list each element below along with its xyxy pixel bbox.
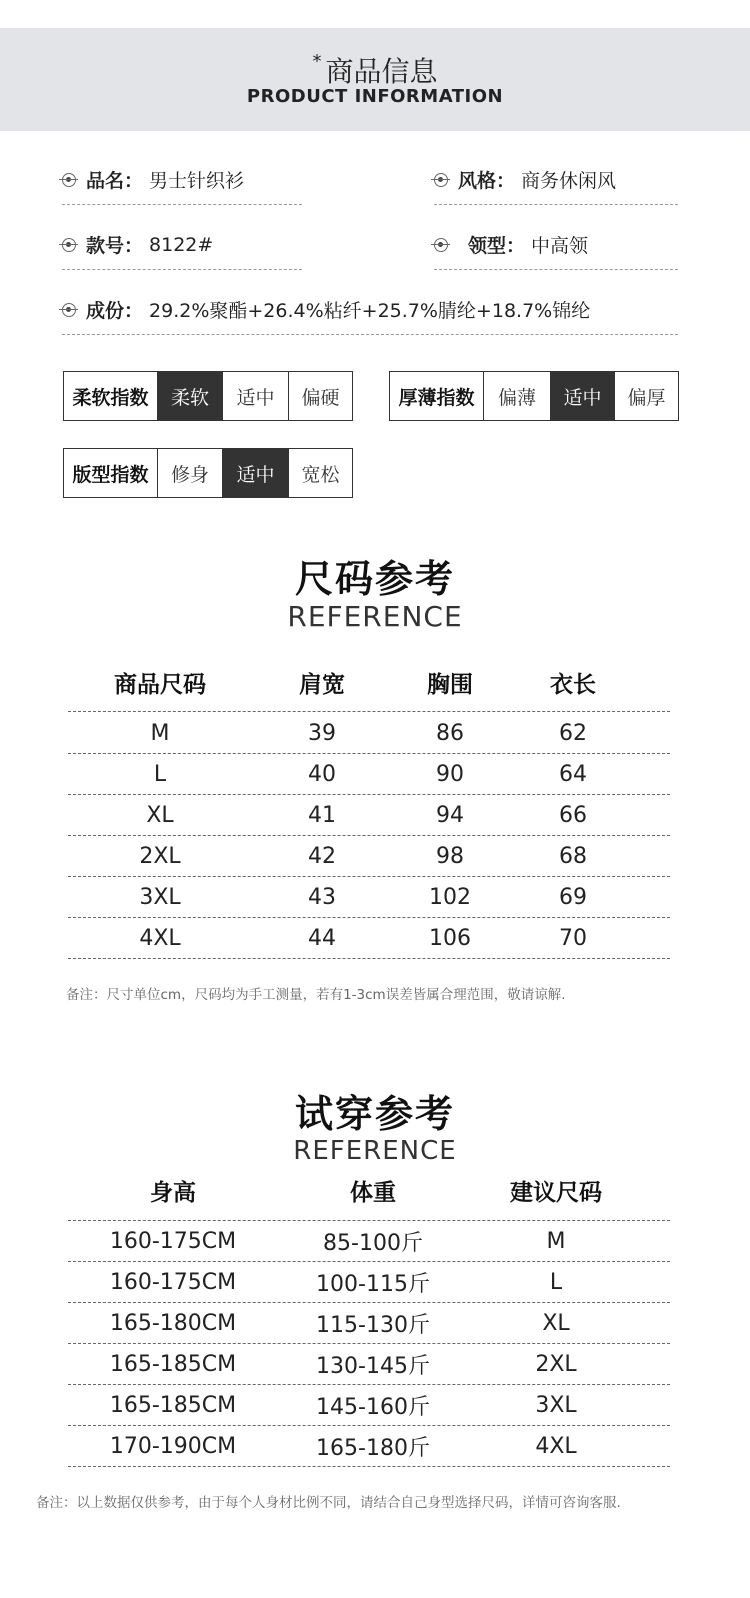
- table-row: [68, 754, 670, 794]
- length-cell: 66: [559, 802, 587, 828]
- size-table-header: [68, 662, 670, 702]
- length-cell: 69: [559, 884, 587, 910]
- suggested-size-cell: 3XL: [535, 1392, 577, 1418]
- height-cell: 165-185CM: [109, 1392, 237, 1418]
- length-cell: 62: [559, 720, 587, 746]
- divider: [62, 204, 302, 205]
- fit-note: 备注：以上数据仅供参考，由于每个人身材比例不同，请结合自己身型选择尺码，详情可咨询客服.: [36, 1495, 621, 1511]
- length-cell: 68: [559, 843, 587, 869]
- fit-option-loose: 宽松: [288, 449, 352, 497]
- fit-ref-subtitle: REFERENCE: [293, 1136, 457, 1166]
- size-cell: 4XL: [139, 925, 181, 951]
- softness-option-soft: 柔软: [157, 372, 222, 420]
- height-cell: 165-180CM: [109, 1310, 237, 1336]
- table-row: [68, 1344, 670, 1384]
- height-cell: 170-190CM: [109, 1433, 237, 1459]
- weight-cell: 165-180斤: [316, 1435, 430, 1461]
- info-style-label: 风格：: [458, 170, 516, 192]
- info-collar-value: 中高领: [531, 235, 589, 257]
- chest-cell: 106: [429, 925, 471, 951]
- table-row: [68, 836, 670, 876]
- weight-cell: 130-145斤: [316, 1353, 430, 1379]
- height-cell: 160-175CM: [109, 1269, 237, 1295]
- weight-cell: 100-115斤: [316, 1271, 430, 1297]
- weight-cell: 85-100斤: [323, 1230, 423, 1256]
- table-row: [68, 918, 670, 958]
- shoulder-cell: 40: [308, 761, 336, 787]
- softness-option-medium: 适中: [222, 372, 288, 420]
- suggested-size-cell: XL: [542, 1310, 570, 1336]
- fit-ref-title: 试穿参考: [294, 1092, 455, 1136]
- table-row: [68, 1221, 670, 1261]
- info-material: [62, 296, 590, 323]
- header-title-cn-text: 商品信息: [325, 55, 438, 88]
- header-title-cn: [0, 50, 750, 90]
- divider: [434, 269, 678, 270]
- softness-option-hard: 偏硬: [288, 372, 352, 420]
- divider: [62, 269, 302, 270]
- chest-cell: 98: [436, 843, 464, 869]
- info-style-value: 商务休闲风: [521, 170, 617, 192]
- fit-header-height: 身高: [150, 1179, 196, 1206]
- divider: [68, 958, 670, 959]
- table-row: [68, 1262, 670, 1302]
- shoulder-cell: 41: [308, 802, 336, 828]
- fit-header-size: 建议尺码: [510, 1179, 602, 1206]
- info-model-label: 款号：: [86, 235, 144, 257]
- shoulder-cell: 44: [308, 925, 336, 951]
- size-note: 备注：尺寸单位cm，尺码均为手工测量，若有1-3cm误差皆属合理范围，敬请谅解.: [66, 987, 566, 1003]
- table-row: [68, 1385, 670, 1425]
- length-cell: 64: [559, 761, 587, 787]
- size-cell: XL: [146, 802, 174, 828]
- length-cell: 70: [559, 925, 587, 951]
- fit-index: [63, 448, 353, 498]
- divider: [68, 711, 670, 712]
- info-style: [434, 166, 616, 193]
- weight-cell: 145-160斤: [316, 1394, 430, 1420]
- size-ref-subtitle: REFERENCE: [287, 600, 463, 633]
- header-band: [0, 28, 750, 131]
- size-header-length: 衣长: [550, 671, 596, 698]
- crosshair-icon: [62, 173, 76, 187]
- shoulder-cell: 43: [308, 884, 336, 910]
- crosshair-icon: [62, 238, 76, 252]
- size-cell: 3XL: [139, 884, 181, 910]
- softness-index: [63, 371, 353, 421]
- fit-header-weight: 体重: [350, 1179, 396, 1206]
- info-collar-label: 领型：: [468, 235, 526, 257]
- height-cell: 165-185CM: [109, 1351, 237, 1377]
- chest-cell: 102: [429, 884, 471, 910]
- table-row: [68, 1303, 670, 1343]
- shoulder-cell: 42: [308, 843, 336, 869]
- suggested-size-cell: 4XL: [535, 1433, 577, 1459]
- thickness-option-thin: 偏薄: [483, 372, 550, 420]
- thickness-label: 厚薄指数: [398, 386, 475, 409]
- softness-label: 柔软指数: [72, 386, 149, 409]
- suggested-size-cell: L: [549, 1269, 563, 1295]
- table-row: [68, 795, 670, 835]
- info-material-label: 成份：: [86, 300, 144, 322]
- size-header-shoulder: 肩宽: [299, 671, 345, 698]
- crosshair-icon: [434, 173, 448, 187]
- fit-table-header: [68, 1170, 670, 1210]
- table-row: [68, 1426, 670, 1466]
- info-model-value: 8122#: [149, 233, 214, 256]
- info-material-value: 29.2%聚酯+26.4%粘纤+25.7%腈纶+18.7%锦纶: [149, 300, 591, 322]
- size-cell: L: [153, 761, 167, 787]
- fit-option-slim: 修身: [157, 449, 222, 497]
- fit-label: 版型指数: [72, 463, 149, 486]
- info-name-value: 男士针织衫: [149, 170, 245, 192]
- header-title-en: PRODUCT INFORMATION: [246, 86, 504, 107]
- chest-cell: 94: [436, 802, 464, 828]
- info-name-label: 品名：: [86, 170, 144, 192]
- suggested-size-cell: M: [546, 1228, 566, 1254]
- info-collar: [434, 231, 588, 258]
- divider: [68, 1466, 670, 1467]
- crosshair-icon: [434, 238, 448, 252]
- height-cell: 160-175CM: [109, 1228, 237, 1254]
- info-name: [62, 166, 244, 193]
- crosshair-icon: [62, 303, 76, 317]
- thickness-option-medium: 适中: [550, 372, 614, 420]
- size-cell: 2XL: [139, 843, 181, 869]
- size-header-size: 商品尺码: [114, 671, 206, 698]
- table-row: [68, 877, 670, 917]
- table-row: [68, 713, 670, 753]
- size-header-chest: 胸围: [427, 671, 473, 698]
- thickness-index: [389, 371, 679, 421]
- weight-cell: 115-130斤: [316, 1312, 430, 1338]
- thickness-option-thick: 偏厚: [614, 372, 678, 420]
- divider: [434, 204, 678, 205]
- chest-cell: 86: [436, 720, 464, 746]
- fit-option-regular: 适中: [222, 449, 288, 497]
- divider: [62, 334, 678, 335]
- chest-cell: 90: [436, 761, 464, 787]
- shoulder-cell: 39: [308, 720, 336, 746]
- info-model: [62, 231, 213, 258]
- suggested-size-cell: 2XL: [535, 1351, 577, 1377]
- size-ref-title: 尺码参考: [294, 557, 455, 601]
- star-mark: *: [312, 51, 322, 72]
- size-cell: M: [150, 720, 170, 746]
